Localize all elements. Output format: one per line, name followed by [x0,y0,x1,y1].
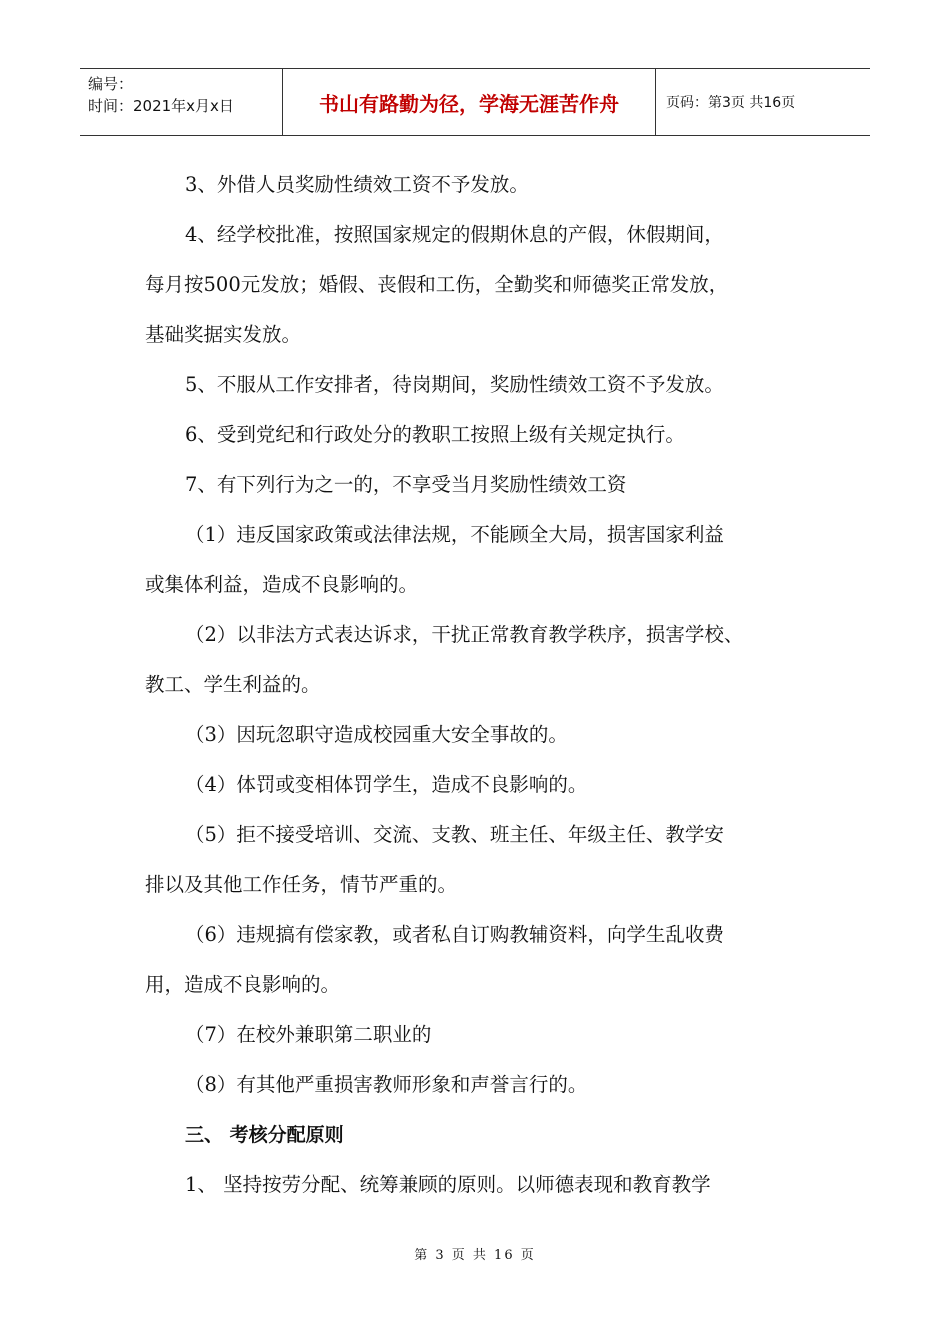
paragraph: （7）在校外兼职第二职业的 [185,1023,432,1046]
paragraph: 7、有下列行为之一的，不享受当月奖励性绩效工资 [185,473,627,496]
paragraph: 教工、学生利益的。 [145,673,321,696]
paragraph: 用，造成不良影响的。 [145,973,341,996]
page-footer: 第 3 页 共 16 页 [414,1248,536,1263]
paragraph: 每月按500元发放；婚假、丧假和工伤，全勤奖和师德奖正常发放， [145,273,729,296]
page-header [80,68,870,136]
paragraph: （5）拒不接受培训、交流、支教、班主任、年级主任、教学安 [185,823,724,846]
paragraph: 基础奖据实发放。 [145,323,302,346]
paragraph: 5、不服从工作安排者，待岗期间，奖励性绩效工资不予发放。 [185,373,724,396]
paragraph: （2）以非法方式表达诉求，干扰正常教育教学秩序，损害学校、 [185,623,744,646]
paragraph: 排以及其他工作任务，情节严重的。 [145,873,458,896]
paragraph: （3）因玩忽职守造成校园重大安全事故的。 [185,723,568,746]
header-meta [80,69,282,135]
paragraph: 4、经学校批准，按照国家规定的假期休息的产假，休假期间， [185,223,724,246]
paragraph: 或集体利益，造成不良影响的。 [145,573,419,596]
header-page-info: 页码：第3页 共16页 [666,95,796,111]
paragraph: （8）有其他严重损害教师形象和声誉言行的。 [185,1073,588,1096]
paragraph: （1）违反国家政策或法律法规，不能顾全大局，损害国家利益 [185,523,724,546]
document-body [145,160,825,1210]
paragraph: （6）违规搞有偿家教，或者私自订购教辅资料，向学生乱收费 [185,923,724,946]
paragraph: 3、外借人员奖励性绩效工资不予发放。 [185,173,529,196]
section-heading: 三、 考核分配原则 [185,1124,344,1146]
time-line: 时间：2021年x月x日 [88,97,234,115]
paragraph: 6、受到党纪和行政处分的教职工按照上级有关规定执行。 [185,423,685,446]
paragraph: 1、 坚持按劳分配、统筹兼顾的原则。以师德表现和教育教学 [185,1173,711,1196]
paragraph: （4）体罚或变相体罚学生，造成不良影响的。 [185,773,588,796]
header-motto: 书山有路勤为径，学海无涯苦作舟 [282,69,656,135]
number-label: 编号： [88,75,134,93]
